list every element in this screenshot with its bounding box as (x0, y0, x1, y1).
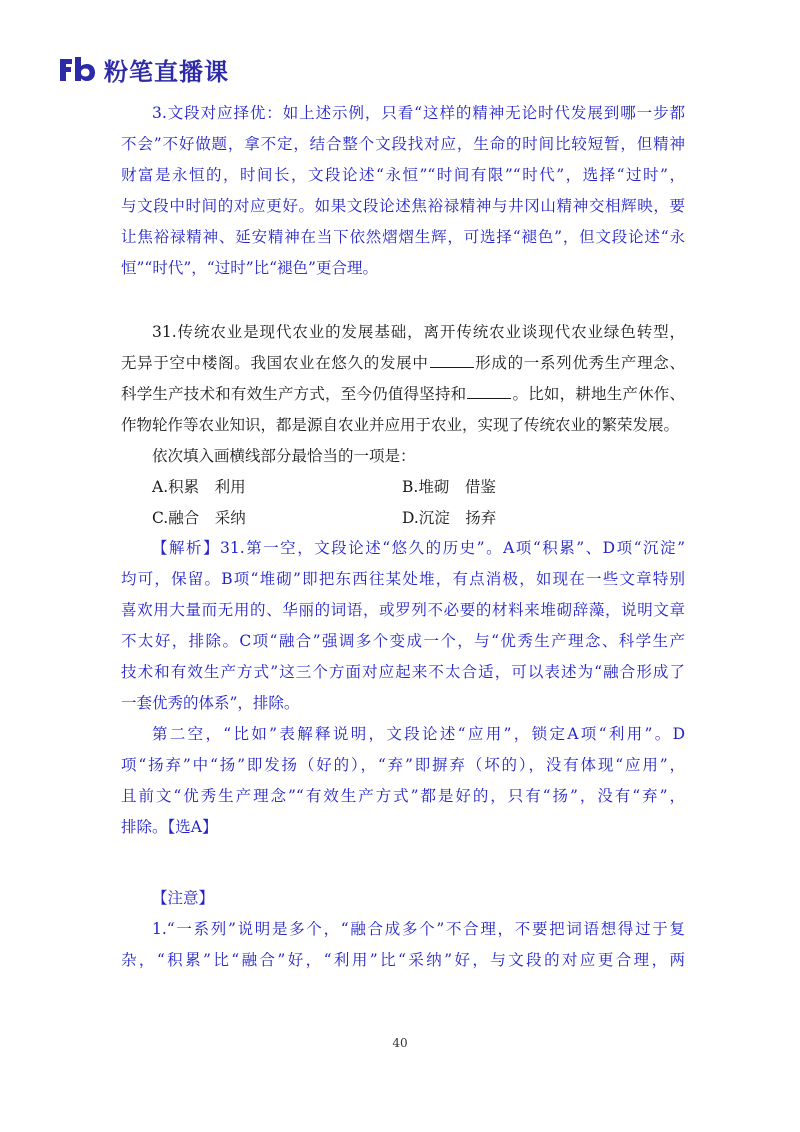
question-text: 形成的一系列优秀生产理念、 (474, 354, 685, 372)
question-line: 作物轮作等农业知识，都是源自农业并应用于农业，实现了传统农业的繁荣发展。 (121, 416, 680, 434)
page-number: 40 (392, 1036, 408, 1050)
option-a: A.积累 利用 (152, 478, 246, 496)
text-line: 与文段中时间的对应更好。如果文段论述焦裕禄精神与井冈山精神交相辉映，要 (121, 197, 685, 215)
analysis-line: 均可，保留。B项“堆砌”即把东西往某处堆，有点消极，如现在一些文章特别 (121, 570, 685, 588)
question-31 (121, 317, 685, 534)
question-text: 科学生产技术和有效生产方式，至今仍值得坚持和 (121, 385, 467, 403)
analysis-line: 喜欢用大量而无用的、华丽的词语，或罗列不必要的材料来堆砌辞藻，说明文章 (121, 601, 685, 619)
note (121, 883, 685, 976)
analysis-line: 且前文“优秀生产理念”“有效生产方式”都是好的，只有“扬”，没有“弃”， (121, 787, 685, 805)
question-prompt: 依次填入画横线部分最恰当的一项是： (152, 447, 416, 465)
text-line: 让焦裕禄精神、延安精神在当下依然熠熠生辉，可选择“褪色”，但文段论述“永 (121, 228, 685, 246)
analysis-line: 【解析】31.第一空，文段论述“悠久的历史”。A项“积累”、D项“沉淀” (152, 539, 685, 557)
note-line: 1.“一系列”说明是多个，“融合成多个”不合理，不要把词语想得过于复 (152, 920, 685, 938)
analysis-line: 排除。【选A】 (121, 818, 218, 836)
text-line: 3.文段对应择优：如上述示例，只看“这样的精神无论时代发展到哪一步都 (152, 104, 685, 122)
text-line: 恒”“时代”，“过时”比“褪色”更合理。 (121, 259, 378, 277)
analysis-line: 技术和有效生产方式”这三个方面对应起来不太合适，可以表述为“融合形成了 (121, 663, 685, 681)
answer-blank-1 (430, 349, 474, 368)
section-text-matching (121, 98, 685, 284)
option-b: B.堆砌 借鉴 (402, 478, 496, 496)
question-line (121, 348, 685, 379)
analysis (121, 533, 685, 843)
option-d: D.沉淀 扬弃 (402, 509, 497, 527)
options-row (121, 472, 685, 503)
options-row (121, 503, 685, 534)
page-header (58, 52, 229, 86)
note-line: 杂，“积累”比“融合”好，“利用”比“采纳”好，与文段的对应更合理，两 (121, 951, 685, 969)
text-line: 不会”不好做题，拿不定，结合整个文段找对应，生命的时间比较短暂，但精神 (121, 135, 685, 153)
fb-logo-icon (58, 55, 98, 83)
option-c: C.融合 采纳 (152, 509, 246, 527)
analysis-line: 一套优秀的体系”，排除。 (121, 694, 300, 712)
question-text: 。比如，耕地生产休作、 (512, 385, 685, 403)
answer-blank-2 (467, 380, 511, 399)
analysis-line: 不太好，排除。C项“融合”强调多个变成一个，与“优秀生产理念、科学生产 (121, 632, 685, 650)
analysis-line: 项“扬弃”中“扬”即发扬（好的），“弃”即摒弃（坏的），没有体现“应用”， (121, 756, 685, 774)
brand-name: 粉笔直播课 (104, 57, 229, 86)
question-line (121, 379, 685, 410)
text-line: 财富是永恒的，时间长，文段论述“永恒”“时间有限”“时代”，选择“过时”， (121, 166, 685, 184)
note-title: 【注意】 (152, 889, 215, 907)
analysis-line: 第二空，“比如”表解释说明，文段论述“应用”，锁定A项“利用”。D (152, 725, 685, 743)
question-text: 无异于空中楼阁。我国农业在悠久的发展中 (121, 354, 429, 372)
question-line: 31.传统农业是现代农业的发展基础，离开传统农业谈现代农业绿色转型， (152, 323, 685, 341)
